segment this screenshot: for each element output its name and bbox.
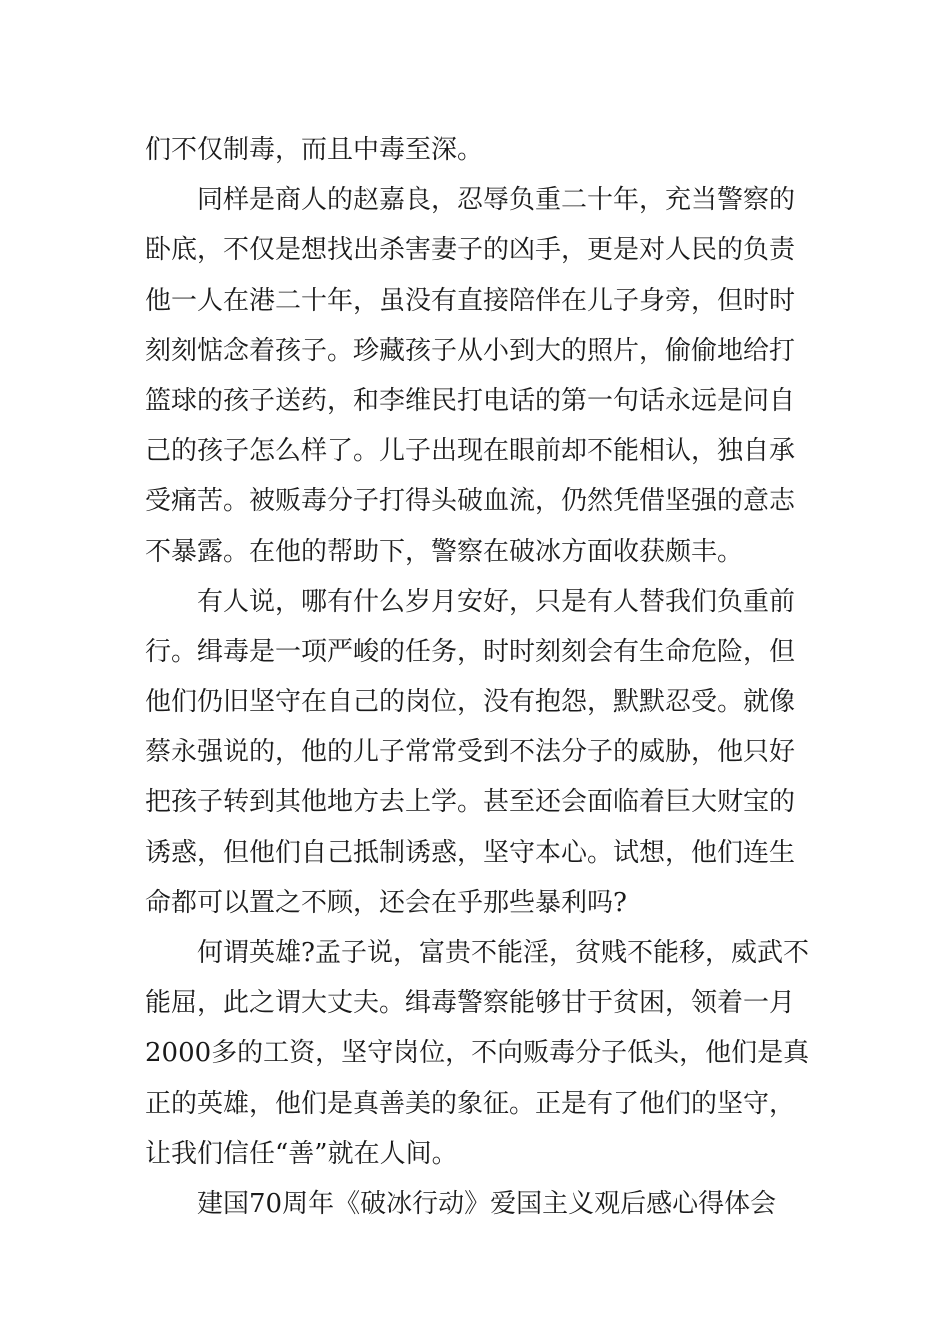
text-line: 行。缉毒是一项严峻的任务，时时刻刻会有生命危险，但: [145, 636, 796, 667]
text-line: 己的孩子怎么样了。儿子出现在眼前却不能相认，独自承: [145, 436, 796, 467]
text-line: 们不仅制毒，而且中毒至深。: [145, 135, 484, 165]
text-line: 卧底，不仅是想找出杀害妻子的凶手，更是对人民的负责: [145, 235, 796, 266]
text-line: 正的英雄，他们是真善美的象征。正是有了他们的坚守，: [145, 1088, 796, 1119]
text-line: 把孩子转到其他地方去上学。甚至还会面临着巨大财宝的: [145, 787, 796, 818]
text-line: 诱惑，但他们自己抵制诱惑，坚守本心。试想，他们连生: [145, 837, 796, 868]
body-text: [145, 125, 810, 1229]
text-line: 有人说，哪有什么岁月安好，只是有人替我们负重前: [197, 586, 796, 617]
text-line: 建国70周年《破冰行动》爱国主义观后感心得体会: [197, 1188, 777, 1219]
text-line: 命都可以置之不顾，还会在乎那些暴利吗?: [145, 887, 627, 918]
text-line: 让我们信任“善”就在人间。: [145, 1138, 458, 1169]
text-line: 不暴露。在他的帮助下，警察在破冰方面收获颇丰。: [145, 536, 744, 567]
text-line: 他一人在港二十年，虽没有直接陪伴在儿子身旁，但时时: [145, 285, 796, 316]
text-line: 刻刻惦念着孩子。珍藏孩子从小到大的照片，偷偷地给打: [145, 335, 796, 366]
text-line: 何谓英雄?孟子说，富贵不能淫，贫贱不能移，威武不: [197, 938, 809, 968]
text-line: 篮球的孩子送药，和李维民打电话的第一句话永远是问自: [145, 385, 796, 416]
text-line: 他们仍旧坚守在自己的岗位，没有抱怨，默默忍受。就像: [145, 687, 796, 718]
text-line: 受痛苦。被贩毒分子打得头破血流，仍然凭借坚强的意志: [145, 486, 796, 517]
text-line: 2000多的工资，坚守岗位，不向贩毒分子低头，他们是真: [145, 1038, 810, 1069]
text-line: 蔡永强说的，他的儿子常常受到不法分子的威胁，他只好: [145, 737, 796, 768]
text-line: 能屈，此之谓大丈夫。缉毒警察能够甘于贫困，领着一月: [145, 988, 796, 1019]
text-line: 同样是商人的赵嘉良，忍辱负重二十年，充当警察的: [197, 185, 796, 216]
